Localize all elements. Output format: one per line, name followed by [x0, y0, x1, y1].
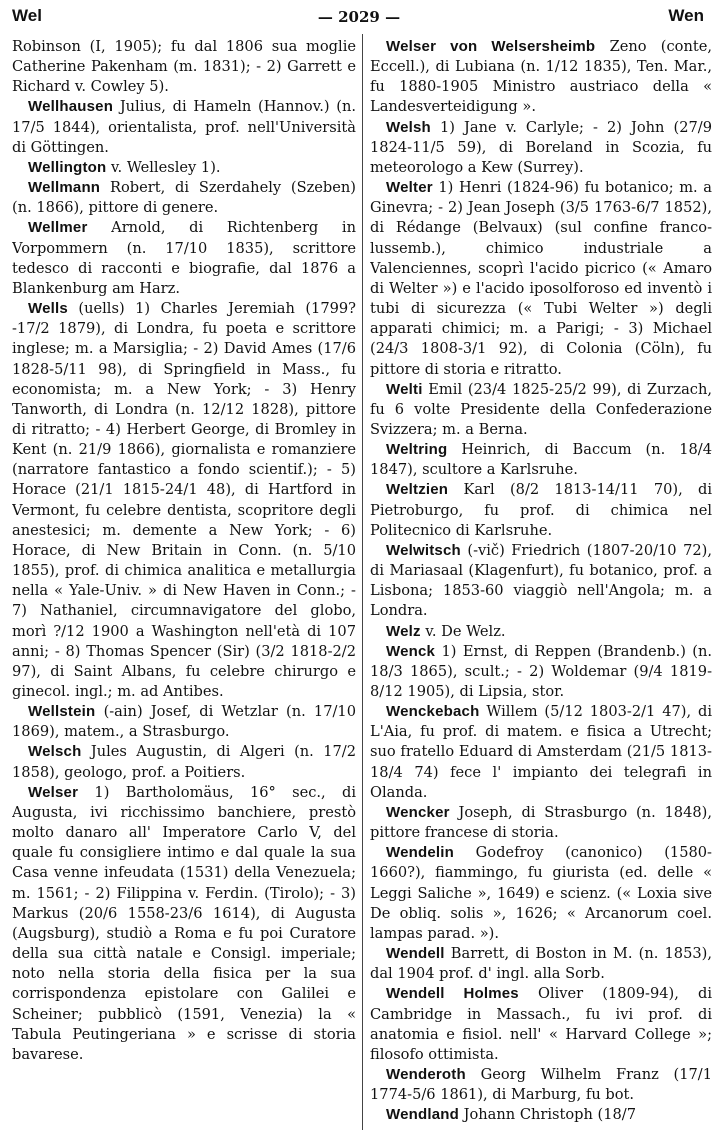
- entry-headword: Wendland: [386, 1106, 459, 1124]
- entry-text: Georg Wilhelm Franz (17/1 1774-5/6 1861), di Marburg, fu bot.: [370, 1065, 712, 1104]
- entry-text: Emil (23/4 1825-25/2 99), di Zurzach, fu 6 volte Presidente della Confederazione Svizzera; m. a Berna.: [370, 380, 712, 438]
- entry-text: Robinson (I, 1905); fu dal 1806 sua moglie Catherine Pakenham (m. 1831); - 2) Garrett e Richard v. Cowley 5).: [12, 38, 356, 96]
- entry-text: Oliver (1809-94), di Cambridge in Massach., fu ivi prof. di anatomia e fisiol. nell' « Harvard College »; filosofo ottimista.: [370, 985, 712, 1063]
- entry-headword: Wellington: [28, 158, 107, 176]
- dictionary-entry: [12, 299, 356, 702]
- entry-text: Zeno (conte, Eccell.), di Lubiana (n. 1/12 1835), Ten. Mar., fu 1880-1905 Ministro austriaco della « Landesverteidigung ».: [370, 38, 712, 116]
- entry-text: Jules Augustin, di Algeri (n. 17/2 1858), geologo, prof. a Poitiers.: [12, 743, 356, 781]
- entry-text: Heinrich, di Baccum (n. 18/4 1847), scultore a Karlsruhe.: [370, 441, 712, 479]
- entry-headword: Welwitsch: [386, 541, 461, 559]
- entry-headword: Wells: [28, 300, 68, 318]
- entry-text: Arnold, di Richtenberg in Vorpommern (n. 17/10 1835), scrittore tedesco di racconti e biografie, dal 1876 a Blankenburg am Harz.: [12, 219, 356, 297]
- dictionary-entry: [370, 1065, 712, 1105]
- entry-headword: Welser: [28, 783, 79, 801]
- dictionary-entry: [370, 702, 712, 803]
- dictionary-entry: [370, 803, 712, 843]
- entry-headword: Welz: [386, 622, 421, 640]
- entry-headword: Weltring: [386, 441, 448, 459]
- entry-text: Joseph, di Strasburgo (n. 1848), pittore francese di storia.: [370, 803, 712, 842]
- page-number: — 2029 —: [317, 8, 401, 26]
- dictionary-entry: [370, 843, 712, 944]
- entry-headword: Wencker: [386, 803, 450, 821]
- page-header: [0, 0, 718, 30]
- dictionary-entry: [370, 1105, 712, 1125]
- dictionary-entry: [370, 178, 712, 380]
- entry-text: v. Wellesley 1).: [111, 158, 221, 176]
- dictionary-entry: [370, 984, 712, 1065]
- entry-headword: Wellhausen: [28, 98, 114, 116]
- dictionary-entry: [12, 742, 356, 782]
- entry-text: Karl (8/2 1813-14/11 70), di Pietroburgo, fu prof. di chimica nel Politecnico di Karlsruhe.: [370, 481, 712, 539]
- entry-text: 1) Ernst, di Reppen (Brandenb.) (n. 18/3 1865), scult.; - 2) Woldemar (9/4 1819-8/12 1905), di Lipsia, stor.: [370, 642, 712, 700]
- dictionary-entry: [12, 178, 356, 218]
- entry-text: Robert, di Szerdahely (Szeben) (n. 1866), pittore di genere.: [12, 179, 356, 217]
- dictionary-entry: [12, 218, 356, 299]
- entry-text: Barrett, di Boston in M. (n. 1853), dal 1904 prof. d' ingl. alla Sorb.: [370, 945, 712, 983]
- entry-text: 1) Bartholomäus, 16° sec., di Augusta, ivi ricchissimo banchiere, prestò molto danaro all' Imperatore Carlo V, del quale fu consigliere intimo e dal quale la sua Casa venne infeudata (1531) della Venezuela; m. 1561; - 2) Filippina v. Ferdin. (Tirolo); - 3) Markus (20/6 1558-23/6 1614), di Augusta (Augsburg), studiò a Roma e fu poi Curatore della sua città natale e Consigl. imperiale; noto nella storia della fisica per la sua corrispondenza epistolare con Galilei e Scheiner; pubblicò (1591, Venezia) la « Tabula Peutingeriana » e scrisse di storia bavarese.: [12, 783, 356, 1063]
- entry-text: Willem (5/12 1803-2/1 47), di L'Aia, fu prof. di matem. e fisica a Utrecht; suo fratello Eduard di Amsterdam (21/5 1813-18/4 74) fece l' impianto dei telegrafi in Olanda.: [370, 703, 712, 801]
- entry-text: (uells) 1) Charles Jeremiah (1799?-17/2 1879), di Londra, fu poeta e scrittore inglese; m. a Marsiglia; - 2) David Ames (17/6 1828-5/11 98), di Springfield in Mass., fu economista; m. a New York; - 3) Henry Tanworth, di Londra (n. 12/12 1828), pittore di ritratto; - 4) Herbert George, di Bromley in Kent (n. 21/9 1866), giornalista e romanziere (narratore fantastico a fondo scientif.); - 5) Horace (21/1 1815-24/1 48), di Hartford in Vermont, fu celebre dentista, scopritore degli anestesici; m. demente a New York; - 6) Horace, di New Britain in Conn. (n. 5/10 1855), prof. di chimica analitica e metallurgia nella « Yale-Univ. » di New Haven in Conn.; - 7) Nathaniel, circumnavigatore del globo, morì ?/12 1900 a Washington nell'età di 107 anni; - 8) Thomas Spencer (Sir) (3/2 1818-2/2 97), di Saint Albans, fu celebre chirurgo e ginecol. ingl.; m. ad Antibes.: [12, 300, 356, 700]
- entry-headword: Wellmer: [28, 219, 88, 237]
- entry-headword: Wendell Holmes: [386, 985, 519, 1003]
- entry-headword: Welser von Welsersheimb: [386, 38, 596, 55]
- dictionary-entry: [370, 37, 712, 118]
- entry-headword: Welter: [386, 179, 433, 197]
- entry-text: Julius, di Hameln (Hannov.) (n. 17/5 1844), orientalista, prof. nell'Università di Göttingen.: [12, 98, 356, 156]
- entry-headword: Welsh: [386, 118, 431, 136]
- header-left-guide-word: Wel: [12, 6, 42, 25]
- dictionary-entry: [12, 37, 356, 97]
- entry-text: (-ain) Josef, di Wetzlar (n. 17/10 1869), matem., a Strasburgo.: [12, 703, 356, 741]
- entry-headword: Wellmann: [28, 179, 101, 197]
- entry-headword: Weltzien: [386, 481, 449, 499]
- header-right-guide-word: Wen: [668, 6, 704, 25]
- dictionary-entry: [370, 480, 712, 540]
- column-divider: [362, 34, 363, 1130]
- entry-headword: Wendell: [386, 945, 445, 963]
- left-column: [12, 37, 356, 1127]
- dictionary-entry: [12, 158, 356, 178]
- dictionary-entry: [370, 622, 712, 642]
- dictionary-entry: [370, 642, 712, 702]
- entry-headword: Welti: [386, 380, 423, 398]
- dictionary-entry: [12, 783, 356, 1065]
- entry-headword: Wellstein: [28, 703, 96, 721]
- entry-headword: Wenderoth: [386, 1065, 466, 1083]
- dictionary-entry: [370, 541, 712, 622]
- entry-headword: Wenckebach: [386, 703, 480, 721]
- dictionary-entry: [12, 97, 356, 157]
- dictionary-entry: [12, 702, 356, 742]
- entry-text: v. De Welz.: [425, 622, 506, 640]
- entry-text: Godefroy (canonico) (1580-1660?), fiammingo, fu giurista (ed. delle « Leggi Saliche », 1649) e scienz. (« Loxia sive De obliq. solis », 1626; « Arcanorum coel. lampas parad. »).: [370, 844, 712, 942]
- dictionary-entry: [370, 944, 712, 984]
- entry-text: Johann Christoph (18/7: [463, 1106, 637, 1124]
- entry-headword: Wenck: [386, 642, 436, 660]
- entry-text: 1) Henri (1824-96) fu botanico; m. a Ginevra; - 2) Jean Joseph (3/5 1763-6/7 1852), di Rédange (Belvaux) (sul confine franco-lussemb.), chimico industriale a Valenciennes, scoprì l'acido picrico (« Amaro di Welter ») e l'acido iposolforoso ed inventò i tubi di sicurezza (« Tubi Welter ») degli apparati chimici; m. a Parigi; - 3) Michael (24/3 1808-3/1 92), di Colonia (Cöln), fu pittore di storia e ritratto.: [370, 179, 712, 378]
- dictionary-entry: [370, 440, 712, 480]
- right-column: [370, 37, 712, 1127]
- entry-text: (-vič) Friedrich (1807-20/10 72), di Mariasaal (Klagenfurt), fu botanico, prof. a Lisbona; 1853-60 viaggiò nell'Angola; m. a Londra.: [370, 541, 712, 620]
- dictionary-entry: [370, 118, 712, 178]
- dictionary-entry: [370, 380, 712, 440]
- entry-headword: Wendelin: [386, 844, 454, 862]
- entry-headword: Welsch: [28, 743, 82, 761]
- entry-text: 1) Jane v. Carlyle; - 2) John (27/9 1824-11/5 59), di Boreland in Scozia, fu meteorologo a Kew (Surrey).: [370, 118, 712, 176]
